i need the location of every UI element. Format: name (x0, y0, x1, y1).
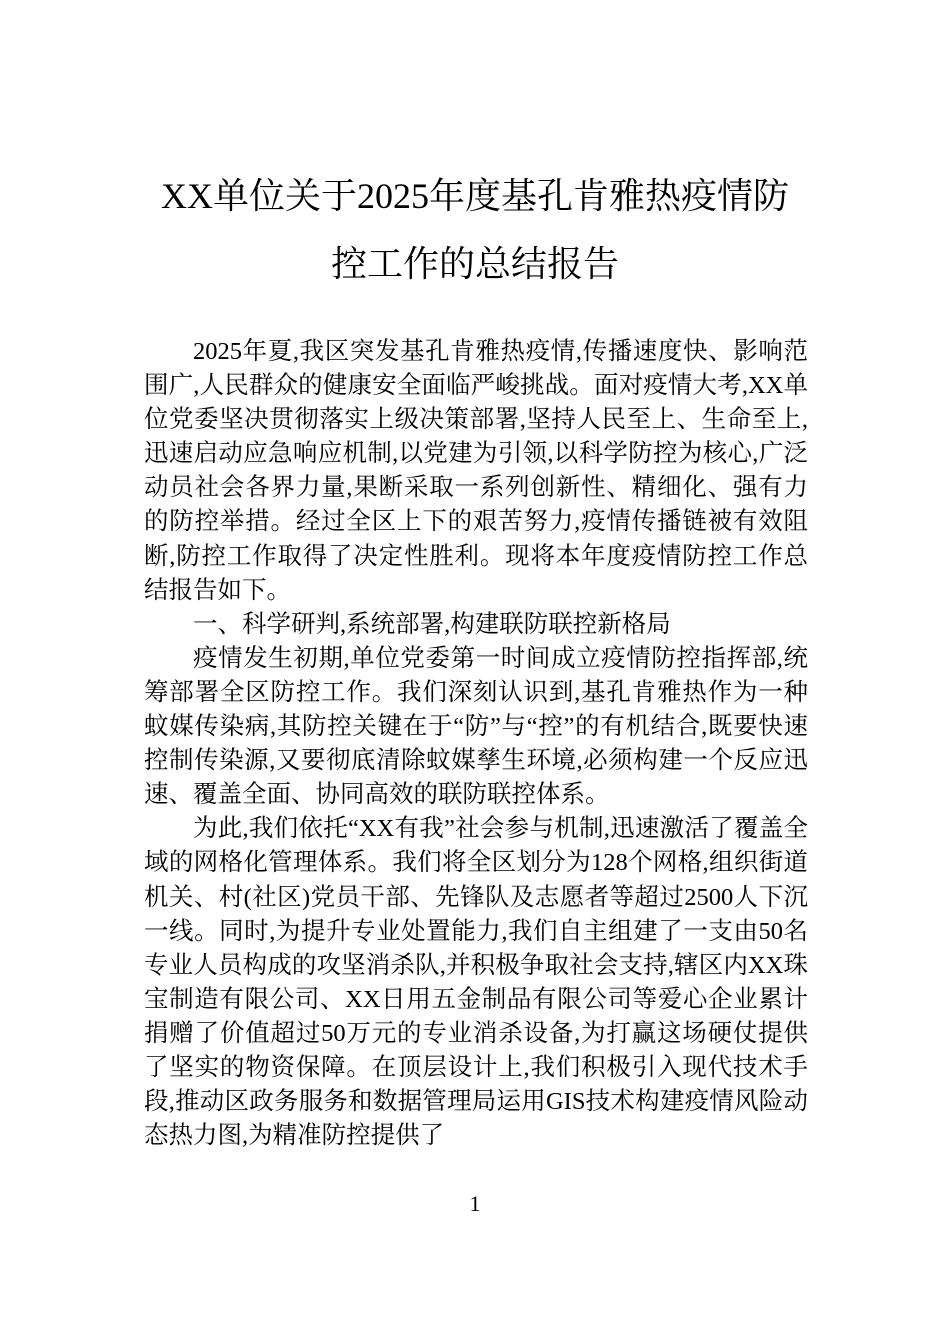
paragraph-section1-b: 为此,我们依托“XX有我”社会参与机制,迅速激活了覆盖全域的网格化管理体系。我们将全区划分为128个网格,组织街道机关、村(社区)党员干部、先锋队及志愿者等超过2500人下沉一线。同时,为提升专业处置能力,我们自主组建了一支由50名专业人员构成的攻坚消杀队,并积极争取社会支持,辖区内XX珠宝制造有限公司、XX日用五金制品有限公司等爱心企业累计捐赠了价值超过50万元的专业消杀设备,为打赢这场硬仗提供了坚实的物资保障。在顶层设计上,我们积极引入现代技术手段,推动区政务服务和数据管理局运用GIS技术构建疫情风险动态热力图,为精准防控提供了 (144, 815, 808, 1150)
paragraph-section1-a: 疫情发生初期,单位党委第一时间成立疫情防控指挥部,统筹部署全区防控工作。我们深刻认识到,基孔肯雅热作为一种蚊媒传染病,其防控关键在于“防”与“控”的有机结合,既要快速控制传染源,又要彻底清除蚊媒孳生环境,必须构建一个反应迅速、覆盖全面、协同高效的联防联控体系。 (144, 644, 808, 809)
section-heading-1: 一、科学研判,系统部署,构建联防联控新格局 (193, 610, 671, 638)
document-body (144, 335, 808, 1153)
paragraph-intro: 2025年夏,我区突发基孔肯雅热疫情,传播速度快、影响范围广,人民群众的健康安全面临严峻挑战。面对疫情大考,XX单位党委坚决贯彻落实上级决策部署,坚持人民至上、生命至上,迅速启动应急响应机制,以党建为引领,以科学防控为核心,广泛动员社会各界力量,果断采取一系列创新性、精细化、强有力的防控举措。经过全区上下的艰苦努力,疫情传播链被有效阻断,防控工作取得了决定性胜利。现将本年度疫情防控工作总结报告如下。 (144, 338, 808, 604)
document-title-line-2: 控工作的总结报告 (330, 244, 619, 284)
document-title-line-1: XX单位关于2025年度基孔肯雅热疫情防 (161, 176, 789, 216)
page-number: 1 (469, 1191, 481, 1216)
